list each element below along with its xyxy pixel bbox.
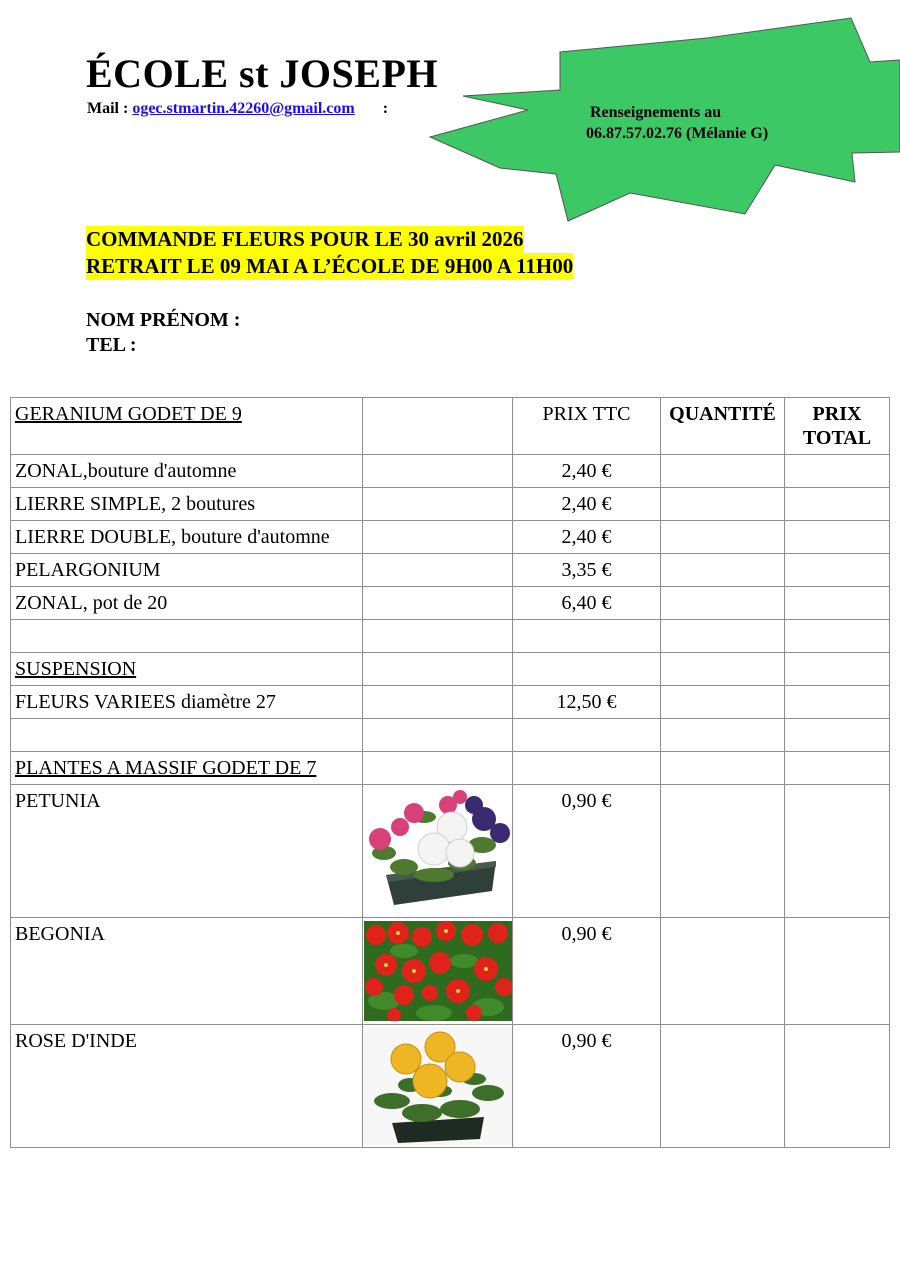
item-name: ZONAL, pot de 20 (11, 587, 363, 620)
item-price: 0,90 € (513, 918, 661, 1025)
section-geranium: GERANIUM GODET DE 9 (11, 398, 363, 455)
petunia-tray-photo (364, 787, 512, 915)
photo-cell (363, 398, 513, 455)
total-cell[interactable] (785, 521, 890, 554)
photo-cell (363, 554, 513, 587)
item-price: 2,40 € (513, 455, 661, 488)
table-row (11, 521, 890, 554)
school-title: ÉCOLE st JOSEPH (86, 51, 439, 96)
quantity-cell[interactable] (661, 488, 785, 521)
photo-cell (363, 686, 513, 719)
order-table (10, 397, 890, 1148)
section-row (11, 653, 890, 686)
info-phone: 06.87.57.02.76 (Mélanie G) (586, 125, 769, 142)
quantity-cell[interactable] (661, 1025, 785, 1148)
quantity-cell[interactable] (661, 785, 785, 918)
photo-cell (363, 1025, 513, 1148)
quantity-cell[interactable] (661, 554, 785, 587)
empty-row (11, 719, 890, 752)
total-cell[interactable] (785, 1025, 890, 1148)
photo-cell (363, 785, 513, 918)
photo-cell (363, 918, 513, 1025)
section-suspension: SUSPENSION (11, 653, 363, 686)
item-price: 12,50 € (513, 686, 661, 719)
quantity-cell[interactable] (661, 455, 785, 488)
mail-colon: : (382, 100, 389, 117)
item-price: 2,40 € (513, 521, 661, 554)
total-cell[interactable] (785, 455, 890, 488)
item-price: 0,90 € (513, 1025, 661, 1148)
item-name: ROSE D'INDE (11, 1025, 363, 1148)
photo-cell (363, 488, 513, 521)
table-row (11, 488, 890, 521)
item-name: FLEURS VARIEES diamètre 27 (11, 686, 363, 719)
red-begonia-photo (364, 921, 512, 1021)
item-price: 0,90 € (513, 785, 661, 918)
marigold-photo (364, 1027, 512, 1145)
col-price-header: PRIX TTC (513, 398, 661, 455)
photo-cell (363, 521, 513, 554)
customer-fields (86, 308, 240, 358)
name-label: NOM PRÉNOM : (86, 309, 241, 331)
item-price: 2,40 € (513, 488, 661, 521)
table-row (11, 554, 890, 587)
tel-label: TEL : (86, 334, 137, 356)
photo-cell (363, 455, 513, 488)
item-name: PELARGONIUM (11, 554, 363, 587)
total-cell[interactable] (785, 488, 890, 521)
col-quantity-header: QUANTITÉ (661, 398, 785, 455)
table-row (11, 1025, 890, 1148)
order-heading (86, 226, 573, 280)
quantity-cell[interactable] (661, 686, 785, 719)
table-row (11, 686, 890, 719)
pickup-line: RETRAIT LE 09 MAI A L’ÉCOLE DE 9H00 A 11H00 (86, 254, 574, 278)
item-price: 3,35 € (513, 554, 661, 587)
quantity-cell[interactable] (661, 521, 785, 554)
table-row (11, 785, 890, 918)
quantity-cell[interactable] (661, 587, 785, 620)
item-name: BEGONIA (11, 918, 363, 1025)
info-line-1: Renseignements au (590, 104, 722, 121)
item-name: ZONAL,bouture d'automne (11, 455, 363, 488)
table-row (11, 587, 890, 620)
total-cell[interactable] (785, 785, 890, 918)
order-date-line: COMMANDE FLEURS POUR LE 30 avril 2026 (86, 227, 524, 251)
section-massif: PLANTES A MASSIF GODET DE 7 (11, 752, 363, 785)
photo-cell (363, 587, 513, 620)
table-row (11, 918, 890, 1025)
item-name: LIERRE DOUBLE, bouture d'automne (11, 521, 363, 554)
mail-link[interactable]: ogec.stmartin.42260@gmail.com (132, 100, 355, 117)
item-name: LIERRE SIMPLE, 2 boutures (11, 488, 363, 521)
table-header-row (11, 398, 890, 455)
section-row (11, 752, 890, 785)
table-row (11, 455, 890, 488)
total-cell[interactable] (785, 918, 890, 1025)
quantity-cell[interactable] (661, 918, 785, 1025)
item-price: 6,40 € (513, 587, 661, 620)
info-burst-text (586, 102, 768, 144)
col-total-header: PRIX TOTAL (785, 398, 890, 455)
total-cell[interactable] (785, 554, 890, 587)
total-cell[interactable] (785, 686, 890, 719)
mail-label: Mail : (87, 100, 129, 117)
item-name: PETUNIA (11, 785, 363, 918)
total-cell[interactable] (785, 587, 890, 620)
empty-row (11, 620, 890, 653)
